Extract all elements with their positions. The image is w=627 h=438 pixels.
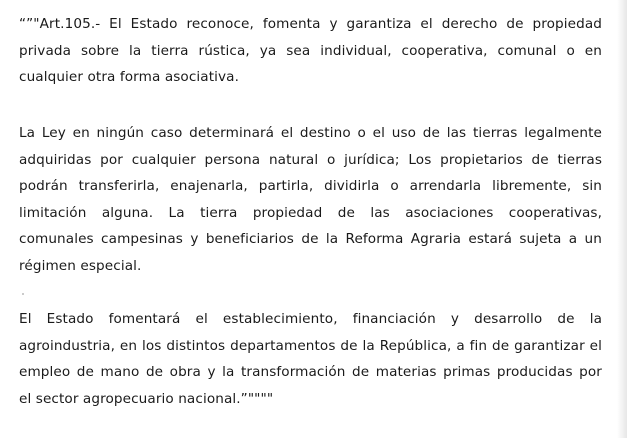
text-line: podrán transferirla, enajenarla, partirla, dividirla o arrendarla libremente, sin bbox=[19, 178, 602, 194]
text-line: el sector agropecuario nacional.”"""" bbox=[19, 390, 274, 407]
text-line: privada sobre la tierra rústica, ya sea individual, cooperativa, comunal o en bbox=[19, 42, 602, 59]
text-line: régimen especial. bbox=[19, 257, 142, 274]
text-line: empleo de mano de obra y la transformación de materias primas producidas por bbox=[19, 364, 602, 380]
scan-speck bbox=[22, 293, 24, 295]
text-line: cualquier otra forma asociativa. bbox=[19, 69, 240, 85]
text-line: limitación alguna. La tierra propiedad de las asociaciones cooperativas, bbox=[19, 204, 602, 221]
paragraph-agroindustry bbox=[19, 306, 602, 412]
text-line: La Ley en ningún caso determinará el destino o el uso de las tierras legalmente bbox=[19, 125, 602, 141]
text-line: adquiridas por cualquier persona natural o jurídica; Los propietarios de tierras bbox=[19, 151, 602, 168]
text-line: El Estado fomentará el establecimiento, financiación y desarrollo de la bbox=[19, 311, 602, 327]
page-edge-shadow bbox=[617, 0, 627, 438]
paragraph-land-use bbox=[19, 120, 602, 279]
paragraph-article-105 bbox=[19, 11, 602, 91]
text-line: comunales campesinas y beneficiarios de la Reforma Agraria estará sujeta a un bbox=[19, 231, 602, 247]
text-line: agroindustria, en los distintos departamentos de la República, a fin de garantizar el bbox=[19, 337, 602, 354]
text-line: “”"Art.105.- El Estado reconoce, fomenta y garantiza el derecho de propiedad bbox=[19, 16, 602, 32]
